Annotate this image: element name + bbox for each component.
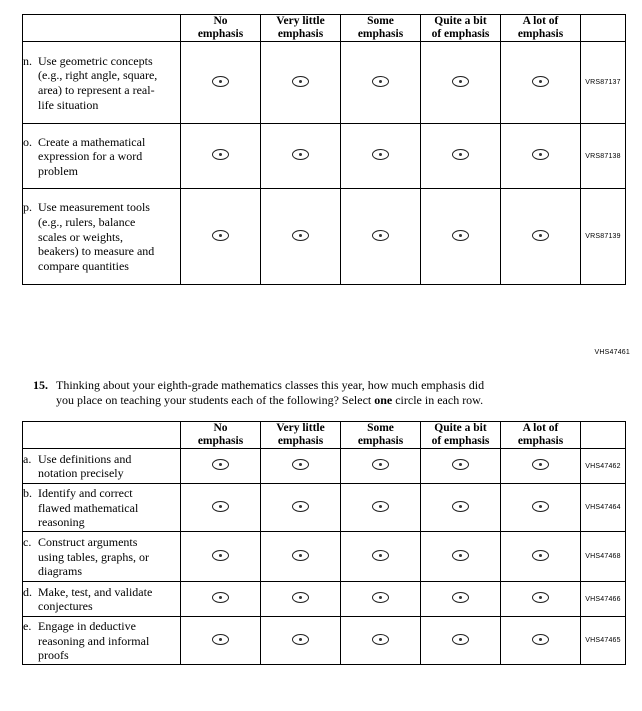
header-option-3-line2: emphasis: [357, 435, 404, 448]
row-text: Make, test, and validate conjectures: [38, 584, 153, 614]
header-option-1-line1: No: [213, 422, 228, 434]
radio-bubble-icon[interactable]: [532, 550, 549, 561]
option-cell-quite-a-bit-of-emphasis[interactable]: [421, 42, 501, 124]
question-15-text: [56, 378, 486, 408]
radio-bubble-icon[interactable]: [212, 76, 229, 87]
option-cell-some-emphasis[interactable]: [341, 42, 421, 124]
radio-bubble-icon[interactable]: [452, 550, 469, 561]
radio-bubble-icon[interactable]: [292, 459, 309, 470]
header-option-5: [501, 15, 581, 42]
option-cell-a-lot-of-emphasis[interactable]: [501, 449, 581, 484]
table-row: [23, 532, 626, 582]
option-cell-quite-a-bit-of-emphasis[interactable]: [421, 189, 501, 285]
header-option-1-line2: emphasis: [197, 435, 244, 448]
option-cell-very-little-emphasis[interactable]: [261, 124, 341, 189]
header-option-3: [341, 422, 421, 449]
header-option-4: [421, 422, 501, 449]
header-option-5-line1: A lot of: [522, 422, 559, 434]
option-cell-some-emphasis[interactable]: [341, 189, 421, 285]
row-stem: [23, 42, 181, 124]
radio-bubble-icon[interactable]: [372, 230, 389, 241]
row-label: c.: [23, 535, 32, 549]
row-label: e.: [23, 619, 32, 633]
option-cell-some-emphasis[interactable]: [341, 582, 421, 617]
row-label: p.: [23, 200, 32, 215]
header-option-5: [501, 422, 581, 449]
option-cell-very-little-emphasis[interactable]: [261, 617, 341, 665]
table-header-row: [23, 422, 626, 449]
row-text: Use measurement tools (e.g., rulers, balance scales or weights, beakers) to measure and compare quantities: [38, 200, 155, 273]
table-row: [23, 617, 626, 665]
radio-bubble-icon[interactable]: [212, 634, 229, 645]
header-option-3-line1: Some: [367, 422, 394, 434]
question-15-number: 15.: [33, 378, 48, 392]
radio-bubble-icon[interactable]: [292, 501, 309, 512]
radio-bubble-icon[interactable]: [372, 592, 389, 603]
table-row: [23, 484, 626, 532]
header-option-5-line2: emphasis: [517, 435, 564, 448]
radio-bubble-icon[interactable]: [452, 149, 469, 160]
header-blank-id: [581, 422, 626, 449]
question-15-text-part2: circle in each row.: [392, 393, 484, 407]
radio-bubble-icon[interactable]: [212, 149, 229, 160]
radio-bubble-icon[interactable]: [212, 501, 229, 512]
header-option-4-line2: of emphasis: [431, 435, 490, 448]
option-cell-a-lot-of-emphasis[interactable]: [501, 484, 581, 532]
option-cell-very-little-emphasis[interactable]: [261, 189, 341, 285]
row-id: VHS47466: [581, 582, 626, 617]
row-stem: [23, 449, 181, 484]
header-option-1-line2: emphasis: [197, 28, 244, 41]
radio-bubble-icon[interactable]: [372, 501, 389, 512]
radio-bubble-icon[interactable]: [452, 592, 469, 603]
header-option-1: [181, 15, 261, 42]
row-text: Create a mathematical expression for a word problem: [38, 134, 146, 178]
question-15-side-id: VHS47461: [594, 349, 630, 356]
radio-bubble-icon[interactable]: [292, 634, 309, 645]
row-label: b.: [23, 486, 32, 500]
row-text: Identify and correct flawed mathematical reasoning: [38, 486, 139, 530]
question-15: [22, 378, 622, 408]
option-cell-a-lot-of-emphasis[interactable]: [501, 189, 581, 285]
option-cell-no-emphasis[interactable]: [181, 484, 261, 532]
radio-bubble-icon[interactable]: [292, 230, 309, 241]
radio-bubble-icon[interactable]: [532, 459, 549, 470]
option-cell-a-lot-of-emphasis[interactable]: [501, 582, 581, 617]
table-row: [23, 189, 626, 285]
row-text: Construct arguments using tables, graphs, or diagrams: [38, 535, 149, 579]
row-label: n.: [23, 53, 32, 68]
radio-bubble-icon[interactable]: [532, 592, 549, 603]
radio-bubble-icon[interactable]: [212, 230, 229, 241]
option-cell-no-emphasis[interactable]: [181, 42, 261, 124]
row-stem: [23, 484, 181, 532]
option-cell-some-emphasis[interactable]: [341, 124, 421, 189]
radio-bubble-icon[interactable]: [532, 634, 549, 645]
row-id: VRS87137: [581, 42, 626, 124]
radio-bubble-icon[interactable]: [372, 149, 389, 160]
row-label: a.: [23, 451, 32, 466]
header-option-1: [181, 422, 261, 449]
row-stem: [23, 582, 181, 617]
radio-bubble-icon[interactable]: [212, 592, 229, 603]
radio-bubble-icon[interactable]: [452, 634, 469, 645]
option-cell-very-little-emphasis[interactable]: [261, 532, 341, 582]
option-cell-a-lot-of-emphasis[interactable]: [501, 617, 581, 665]
option-cell-some-emphasis[interactable]: [341, 449, 421, 484]
radio-bubble-icon[interactable]: [532, 149, 549, 160]
radio-bubble-icon[interactable]: [532, 230, 549, 241]
header-option-2-line1: Very little: [276, 422, 325, 434]
option-cell-quite-a-bit-of-emphasis[interactable]: [421, 617, 501, 665]
option-cell-no-emphasis[interactable]: [181, 124, 261, 189]
row-id: VRS87138: [581, 124, 626, 189]
option-cell-quite-a-bit-of-emphasis[interactable]: [421, 449, 501, 484]
row-id: VHS47468: [581, 532, 626, 582]
option-cell-quite-a-bit-of-emphasis[interactable]: [421, 582, 501, 617]
header-blank-id: [581, 15, 626, 42]
row-id: VHS47465: [581, 617, 626, 665]
radio-bubble-icon[interactable]: [532, 501, 549, 512]
option-cell-no-emphasis[interactable]: [181, 189, 261, 285]
option-cell-a-lot-of-emphasis[interactable]: [501, 532, 581, 582]
radio-bubble-icon[interactable]: [452, 76, 469, 87]
header-option-4-line1: Quite a bit: [434, 422, 487, 434]
header-option-2: [261, 422, 341, 449]
table-row: [23, 42, 626, 124]
option-cell-very-little-emphasis[interactable]: [261, 42, 341, 124]
radio-bubble-icon[interactable]: [212, 459, 229, 470]
header-option-5-line2: emphasis: [517, 28, 564, 41]
row-label: o.: [23, 134, 32, 149]
radio-bubble-icon[interactable]: [372, 550, 389, 561]
header-option-3-line1: Some: [367, 15, 394, 27]
row-stem: [23, 532, 181, 582]
emphasis-table-top: [22, 14, 626, 285]
radio-bubble-icon[interactable]: [212, 550, 229, 561]
header-blank-stem: [23, 422, 181, 449]
row-stem: [23, 124, 181, 189]
header-option-3-line2: emphasis: [357, 28, 404, 41]
row-label: d.: [23, 584, 32, 599]
option-cell-very-little-emphasis[interactable]: [261, 484, 341, 532]
header-option-5-line1: A lot of: [522, 15, 559, 27]
option-cell-some-emphasis[interactable]: [341, 484, 421, 532]
radio-bubble-icon[interactable]: [452, 230, 469, 241]
row-id: VHS47464: [581, 484, 626, 532]
header-option-1-line1: No: [213, 15, 228, 27]
radio-bubble-icon[interactable]: [292, 149, 309, 160]
table-row: [23, 582, 626, 617]
radio-bubble-icon[interactable]: [292, 76, 309, 87]
radio-bubble-icon[interactable]: [372, 76, 389, 87]
option-cell-some-emphasis[interactable]: [341, 532, 421, 582]
radio-bubble-icon[interactable]: [292, 550, 309, 561]
row-stem: [23, 617, 181, 665]
option-cell-very-little-emphasis[interactable]: [261, 449, 341, 484]
option-cell-no-emphasis[interactable]: [181, 532, 261, 582]
header-option-2-line1: Very little: [276, 15, 325, 27]
option-cell-quite-a-bit-of-emphasis[interactable]: [421, 124, 501, 189]
radio-bubble-icon[interactable]: [292, 592, 309, 603]
header-option-2-line2: emphasis: [277, 28, 324, 41]
radio-bubble-icon[interactable]: [372, 634, 389, 645]
header-option-2-line2: emphasis: [277, 435, 324, 448]
question-15-bold-word: one: [374, 393, 393, 407]
option-cell-quite-a-bit-of-emphasis[interactable]: [421, 484, 501, 532]
radio-bubble-icon[interactable]: [372, 459, 389, 470]
option-cell-a-lot-of-emphasis[interactable]: [501, 42, 581, 124]
table-row: [23, 124, 626, 189]
row-id: VRS87139: [581, 189, 626, 285]
row-id: VHS47462: [581, 449, 626, 484]
header-option-4-line1: Quite a bit: [434, 15, 487, 27]
header-option-4: [421, 15, 501, 42]
row-stem: [23, 189, 181, 285]
row-text: Use definitions and notation precisely: [38, 451, 132, 481]
option-cell-quite-a-bit-of-emphasis[interactable]: [421, 532, 501, 582]
question-15-text-part1: Thinking about your eighth-grade mathematics classes this year, how much emphasis did you place on teaching your students each of the following? Select: [56, 378, 485, 407]
option-cell-no-emphasis[interactable]: [181, 617, 261, 665]
radio-bubble-icon[interactable]: [532, 76, 549, 87]
table-header-row: [23, 15, 626, 42]
option-cell-a-lot-of-emphasis[interactable]: [501, 124, 581, 189]
option-cell-some-emphasis[interactable]: [341, 617, 421, 665]
header-option-2: [261, 15, 341, 42]
header-option-4-line2: of emphasis: [431, 28, 490, 41]
option-cell-no-emphasis[interactable]: [181, 582, 261, 617]
option-cell-very-little-emphasis[interactable]: [261, 582, 341, 617]
header-option-3: [341, 15, 421, 42]
option-cell-no-emphasis[interactable]: [181, 449, 261, 484]
row-text: Use geometric concepts (e.g., right angle, square, area) to represent a real-life situation: [38, 53, 158, 112]
emphasis-table-bottom: [22, 421, 626, 665]
row-text: Engage in deductive reasoning and informal proofs: [38, 619, 150, 663]
table-row: [23, 449, 626, 484]
radio-bubble-icon[interactable]: [452, 501, 469, 512]
header-blank-stem: [23, 15, 181, 42]
radio-bubble-icon[interactable]: [452, 459, 469, 470]
